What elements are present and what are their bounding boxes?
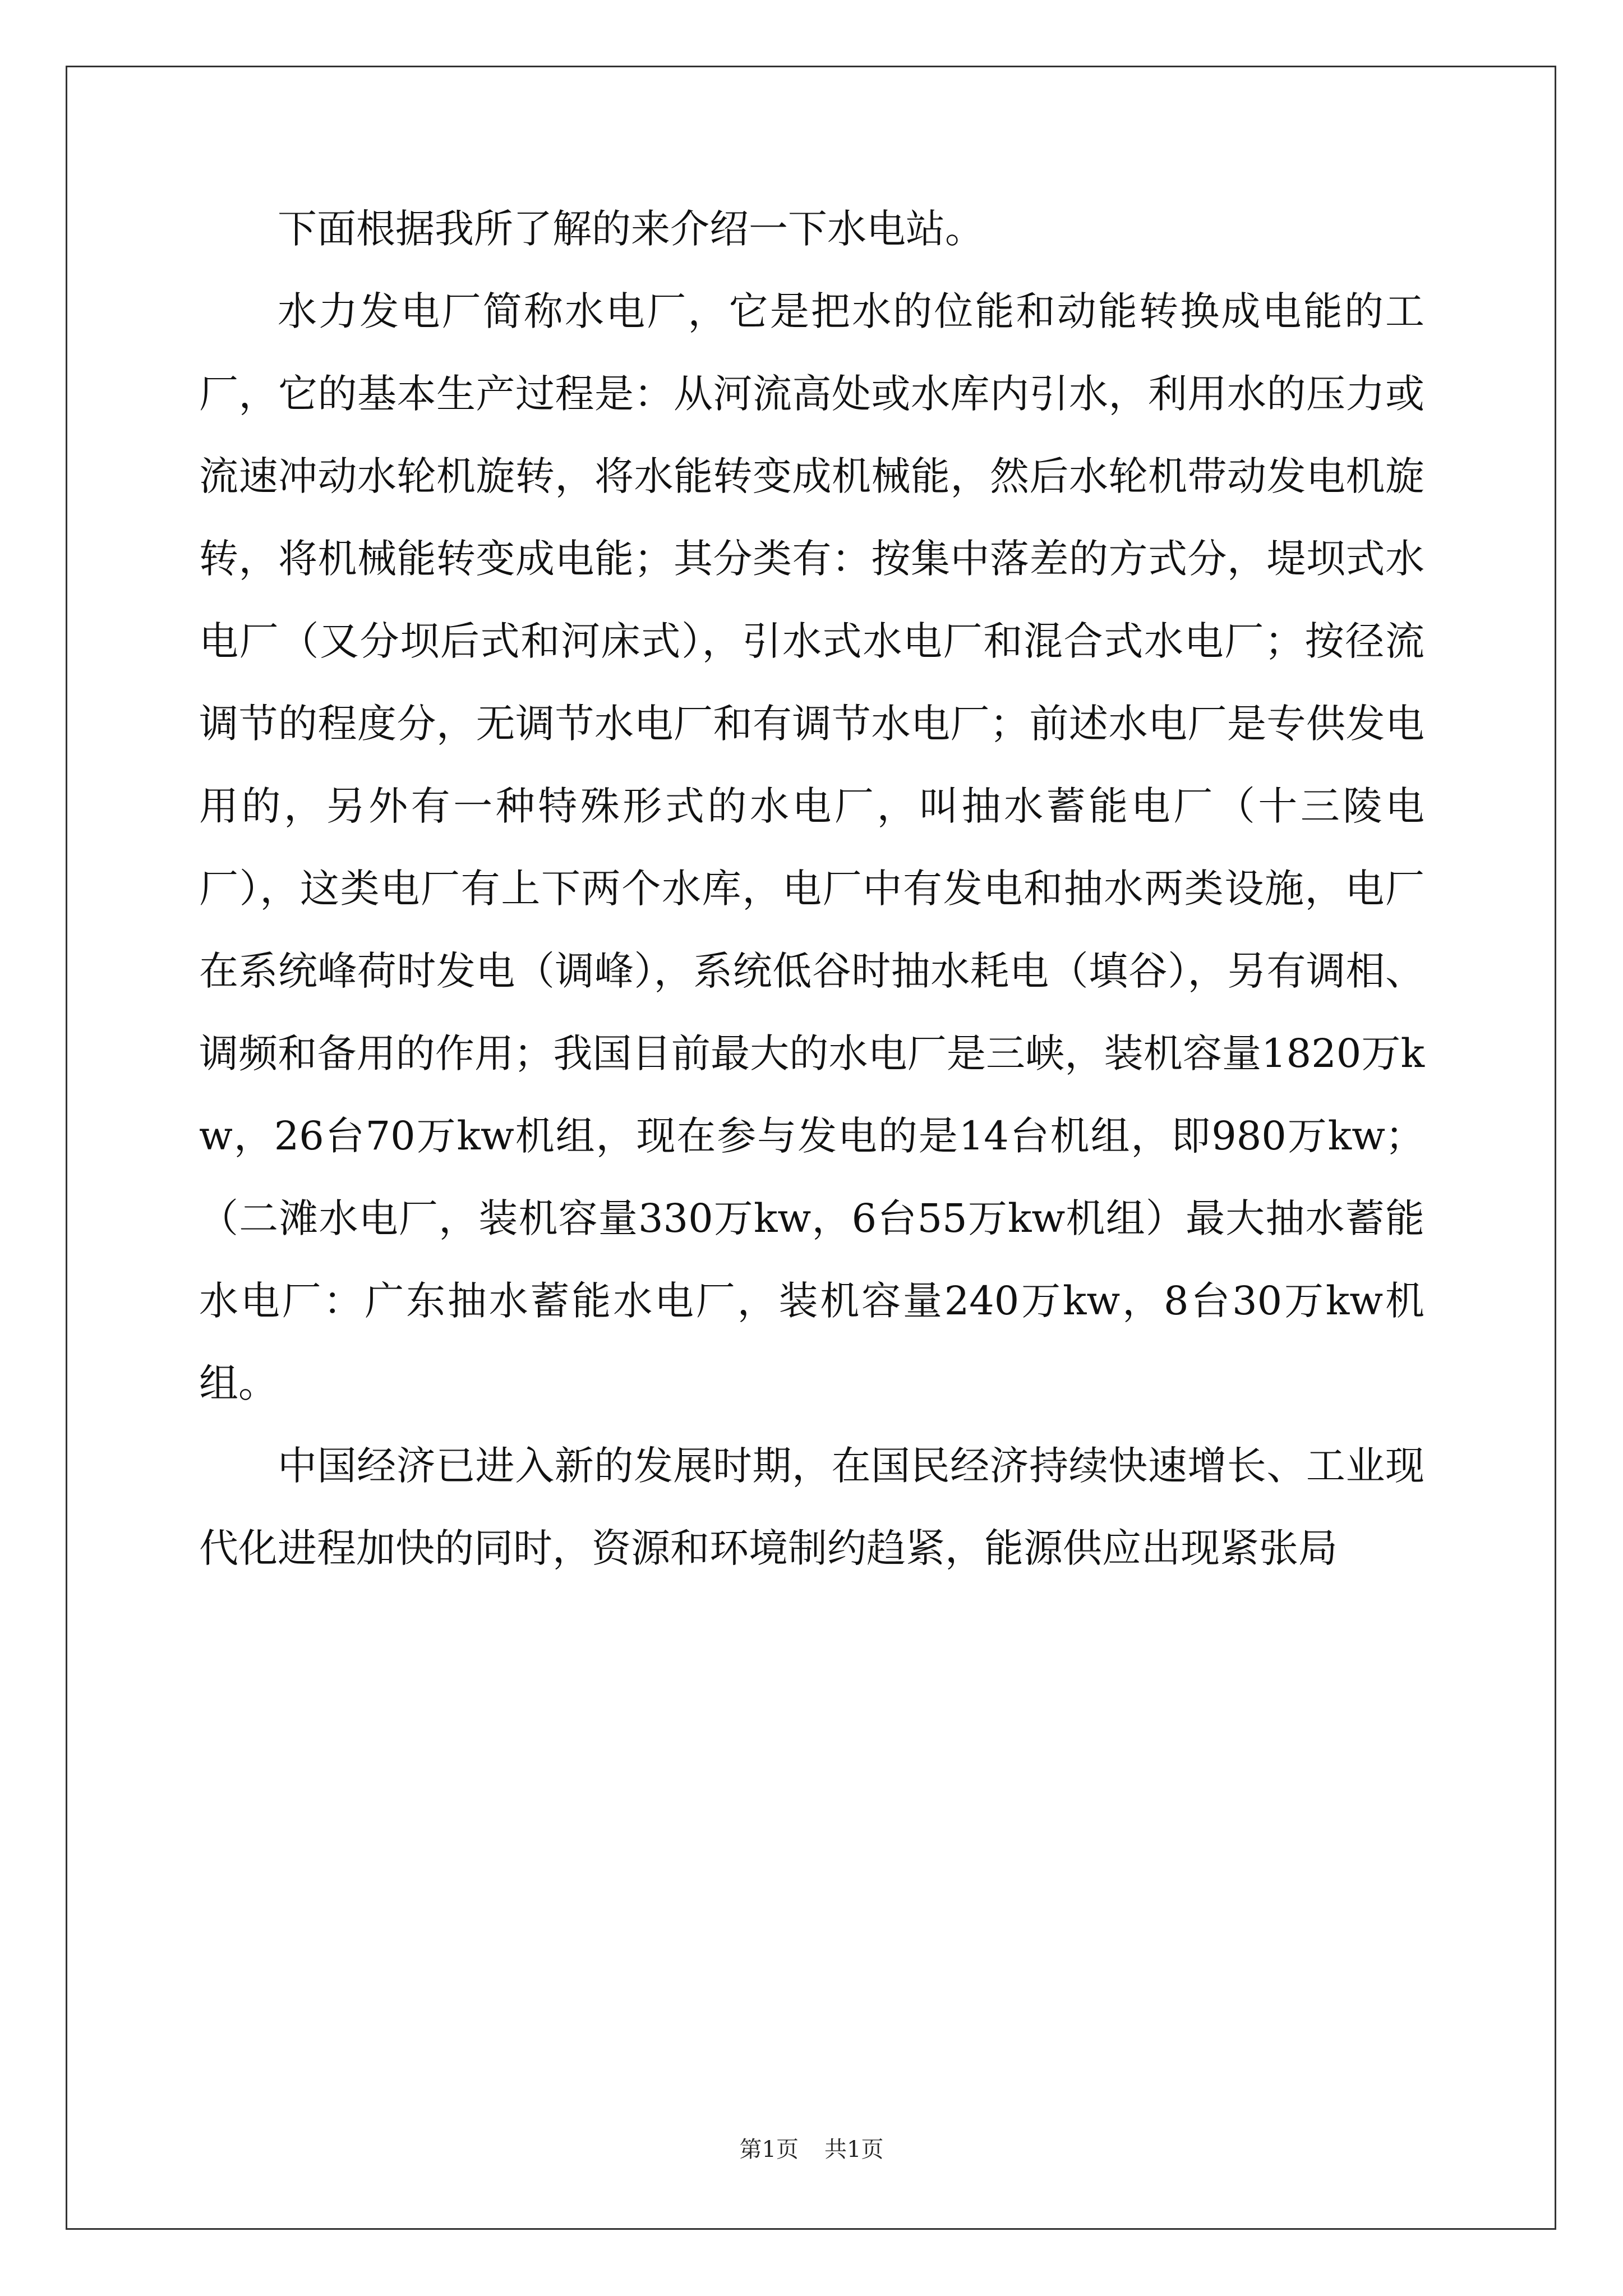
paragraph-economy: 中国经济已进入新的发展时期，在国民经济持续快速增长、工业现代化进程加快的同时，资源和环境制约趋紧，能源供应出现紧张局 [199, 1443, 1424, 1571]
document-body [199, 188, 1424, 1590]
paragraph-hydropower: 水力发电厂简称水电厂，它是把水的位能和动能转换成电能的工厂，它的基本生产过程是：从河流高处或水库内引水，利用水的压力或流速冲动水轮机旋转，将水能转变成机械能，然后水轮机带动发电机旋转，将机械能转变成电能；其分类有：按集中落差的方式分，堤坝式水电厂（又分坝后式和河床式），引水式水电厂和混合式水电厂；按径流调节的程度分，无调节水电厂和有调节水电厂；前述水电厂是专供发电用的，另外有一种特殊形式的水电厂，叫抽水蓄能电厂（十三陵电厂），这类电厂有上下两个水库，电厂中有发电和抽水两类设施，电厂在系统峰荷时发电（调峰），系统低谷时抽水耗电（填谷），另有调相、调频和备用的作用；我国目前最大的水电厂是三峡，装机容量1820万kw，26台70万kw机组，现在参与发电的是14台机组，即980万kw；（二滩水电厂，装机容量330万kw，6台55万kw机组）最大抽水蓄能水电厂：广东抽水蓄能水电厂，装机容量240万kw，8台30万kw机组。 [199, 288, 1424, 1406]
page-footer [0, 2132, 1623, 2164]
page-number: 第1页 [739, 2137, 799, 2162]
paragraph-intro: 下面根据我所了解的来介绍一下水电站。 [278, 206, 984, 252]
page-count: 共1页 [824, 2137, 884, 2162]
